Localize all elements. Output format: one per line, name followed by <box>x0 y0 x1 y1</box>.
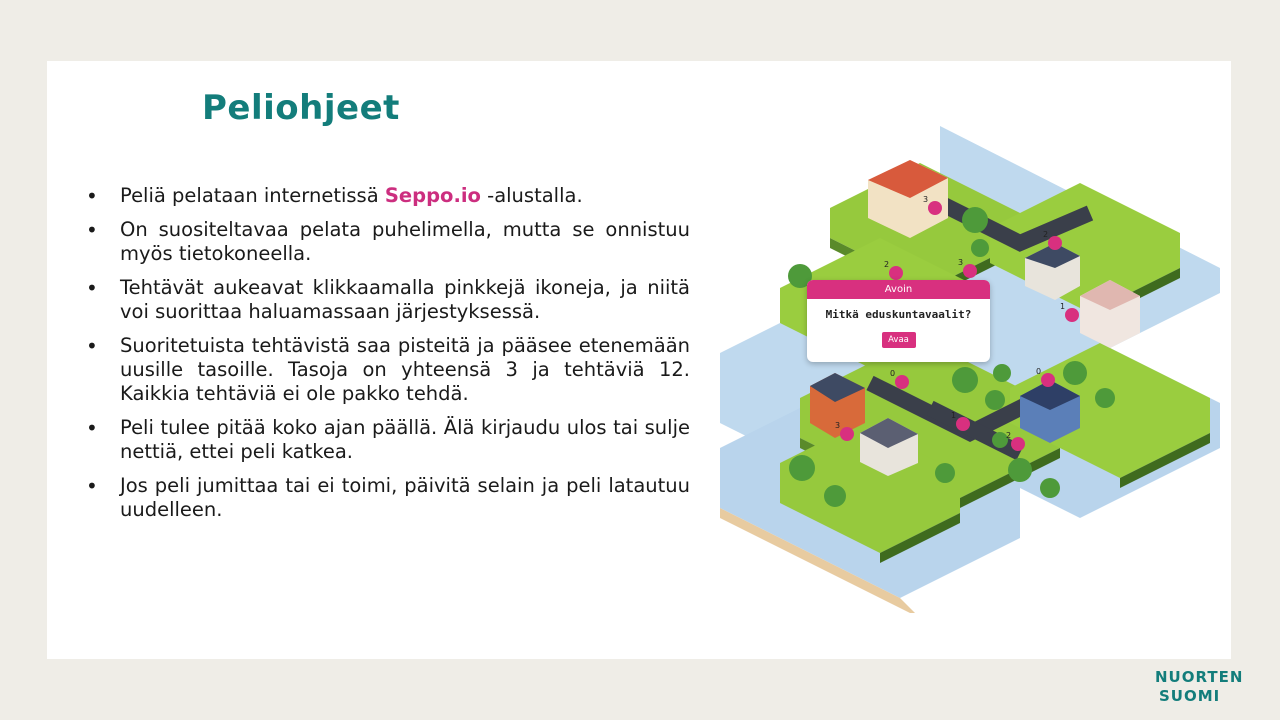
bullet-item <box>86 184 690 208</box>
pin-number: 1 <box>1060 302 1066 311</box>
pin-number: 3 <box>958 258 964 267</box>
task-popup <box>807 280 990 362</box>
pin-number: 2 <box>884 260 890 269</box>
nuorten-suomi-logo <box>1155 668 1244 706</box>
open-task-button[interactable]: Avaa <box>882 332 916 348</box>
pin-number: 2 <box>1006 431 1012 440</box>
pin-number: 0 <box>890 369 896 378</box>
pin-number: 2 <box>1043 230 1049 239</box>
bullet-text: -alustalla. <box>480 184 583 207</box>
popup-status: Avoin <box>807 280 990 299</box>
bullet-item: • Tehtävät aukeavat klikkaamalla pinkkejä ikoneja, ja niitä voi suorittaa haluamassaan järjestyksessä. <box>86 276 690 324</box>
bullet-item: • On suositeltavaa pelata puhelimella, mutta se onnistuu myös tietokoneella. <box>86 218 690 266</box>
bullet-item: • Suoritetuista tehtävistä saa pisteitä ja pääsee etenemään uusille tasoille. Tasoja on yhteensä 3 ja tehtäviä 12. Kaikkia tehtäviä ei ole pakko tehdä. <box>86 334 690 406</box>
popup-question: Mitkä eduskuntavaalit? <box>825 308 972 321</box>
pin-number: 3 <box>835 421 841 430</box>
pin-number: 1 <box>951 411 957 420</box>
pin-number: 3 <box>923 195 929 204</box>
pin-number: 0 <box>1036 367 1042 376</box>
logo-line: SUOMI <box>1159 687 1221 705</box>
slide-title: Peliohjeet <box>202 88 400 128</box>
instruction-list <box>86 184 690 532</box>
logo-line: NUORTEN <box>1155 668 1244 686</box>
bullet-item: • Peli tulee pitää koko ajan päällä. Älä kirjaudu ulos tai sulje nettiä, ettei peli katkea. <box>86 416 690 464</box>
bullet-text: Peliä pelataan internetissä <box>120 184 385 207</box>
bullet-item: • Jos peli jumittaa tai ei toimi, päivitä selain ja peli latautuu uudelleen. <box>86 474 690 522</box>
game-map-illustration <box>720 118 1220 613</box>
platform-name: Seppo.io <box>384 184 481 207</box>
